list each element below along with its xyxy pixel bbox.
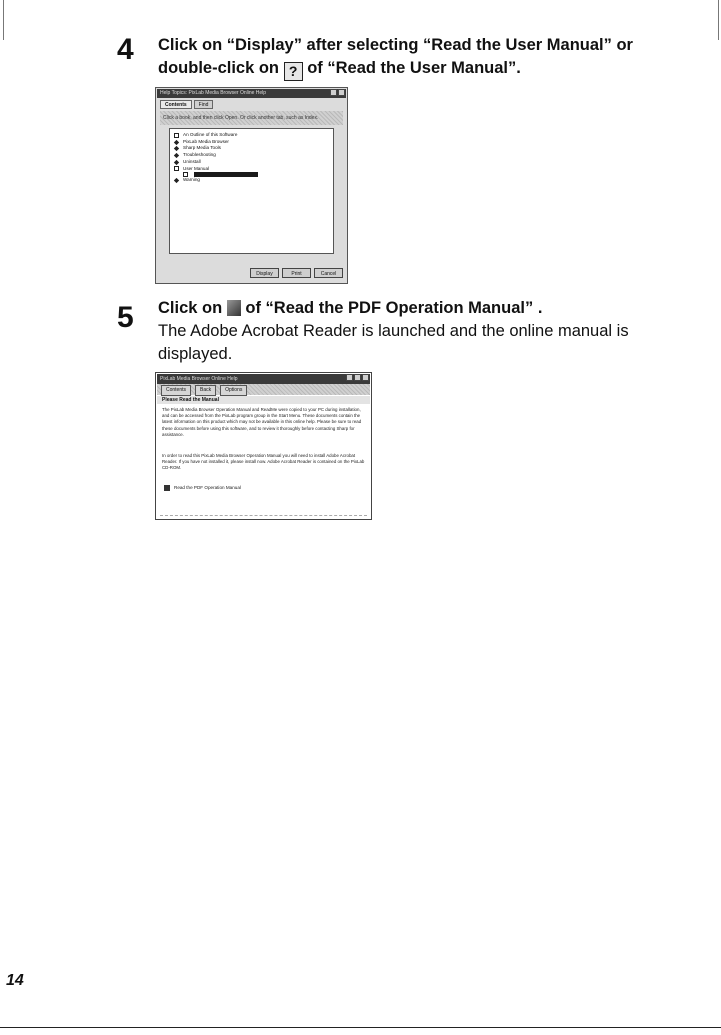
help-topics-tabs xyxy=(160,100,213,109)
diamond-icon xyxy=(174,139,179,144)
help-topic-icon: ? xyxy=(284,62,303,81)
help-topics-list xyxy=(169,128,334,254)
step-4-line-2 xyxy=(158,57,698,81)
help-topics-title-bar xyxy=(157,89,346,98)
step-4-line-1: Click on “Display” after selecting “Read the User Manual” or xyxy=(158,36,633,54)
print-button[interactable]: Print xyxy=(282,268,311,278)
help-button-icon[interactable] xyxy=(330,89,337,96)
pdf-icon xyxy=(164,485,170,491)
list-item[interactable]: Troubleshooting xyxy=(174,152,329,159)
step-4-instruction xyxy=(158,34,698,81)
step-4-number: 4 xyxy=(117,33,134,66)
step-4-line-2-suffix: of “Read the User Manual”. xyxy=(307,59,521,77)
bottom-rule xyxy=(0,1027,721,1028)
online-help-heading: Please Read the Manual xyxy=(157,396,370,404)
online-help-window-screenshot xyxy=(155,372,372,520)
online-help-toolbar xyxy=(157,384,370,395)
list-item[interactable]: An Outline of this Software xyxy=(174,132,329,139)
step-5-number: 5 xyxy=(117,301,134,334)
back-button[interactable]: Back xyxy=(195,385,216,396)
online-help-paragraph-1: The PixLab Media Browser Operation Manual and ReadMe were copied to your PC during installation, and can be accessed from the PixLab program group in the Start Menu. These documents contain the latest information on this product which may not be available in this online help. Please be sure to read these documents before using this software, and to review it thoroughly before contacting Sharp for assistance. xyxy=(162,407,362,437)
window-bottom-edge xyxy=(160,515,367,516)
book-icon xyxy=(174,133,179,138)
options-button[interactable]: Options xyxy=(220,385,247,396)
list-item[interactable]: Warning xyxy=(174,177,329,184)
online-help-title: PixLab Media Browser Online Help xyxy=(160,376,238,382)
read-pdf-manual-link-label: Read the PDF Operation Manual xyxy=(174,485,241,490)
close-icon[interactable] xyxy=(362,374,369,381)
help-topics-window-screenshot xyxy=(155,87,348,284)
diamond-icon xyxy=(174,153,179,158)
online-help-paragraph-2: In order to read this PixLab Media Browser Operation Manual you will need to install Adobe Acrobat Reader. If you have not installed it, please install now. Adobe Acrobat Reader is contained on the PixLab CD-ROM. xyxy=(162,453,365,471)
page-edge-right xyxy=(718,0,719,40)
step-5-line-1-suffix: of “Read the PDF Operation Manual” . xyxy=(245,299,543,317)
read-pdf-manual-link[interactable] xyxy=(164,484,241,491)
list-item[interactable]: PixLab Media Browser xyxy=(174,139,329,146)
step-5-line-1-prefix: Click on xyxy=(158,299,223,317)
contents-button[interactable]: Contents xyxy=(161,385,191,396)
maximize-icon[interactable] xyxy=(354,374,361,381)
help-topics-instruction: Click a book, and then click Open. Or click another tab, such as Index. xyxy=(160,111,343,125)
step-4-line-2-prefix: double-click on xyxy=(158,59,280,77)
diamond-icon xyxy=(174,160,179,165)
page-number: 14 xyxy=(6,972,24,989)
list-item[interactable]: Uninstall xyxy=(174,159,329,166)
list-item[interactable]: Sharp Media Tools xyxy=(174,145,329,152)
minimize-icon[interactable] xyxy=(346,374,353,381)
page-edge-left xyxy=(3,0,4,40)
help-topics-title: Help Topics: PixLab Media Browser Online Help xyxy=(160,90,267,96)
step-5-line-2: The Adobe Acrobat Reader is launched and the online manual is xyxy=(158,322,629,340)
help-topics-buttons xyxy=(250,268,343,278)
step-5-instruction xyxy=(158,297,698,366)
tab-find[interactable]: Find xyxy=(194,100,214,109)
step-5-line-3: displayed. xyxy=(158,345,233,363)
display-button[interactable]: Display xyxy=(250,268,279,278)
book-open-icon xyxy=(174,166,179,171)
window-controls xyxy=(346,374,369,381)
online-help-title-bar xyxy=(157,374,370,384)
list-item[interactable]: User Manual xyxy=(174,166,329,173)
selected-highlight xyxy=(194,172,258,177)
pdf-manual-icon xyxy=(227,300,241,316)
diamond-icon xyxy=(174,178,179,183)
step-5-line-1 xyxy=(158,297,698,320)
cancel-button[interactable]: Cancel xyxy=(314,268,343,278)
window-controls xyxy=(330,89,345,96)
tab-contents[interactable]: Contents xyxy=(160,100,192,109)
close-icon[interactable] xyxy=(338,89,345,96)
diamond-icon xyxy=(174,146,179,151)
